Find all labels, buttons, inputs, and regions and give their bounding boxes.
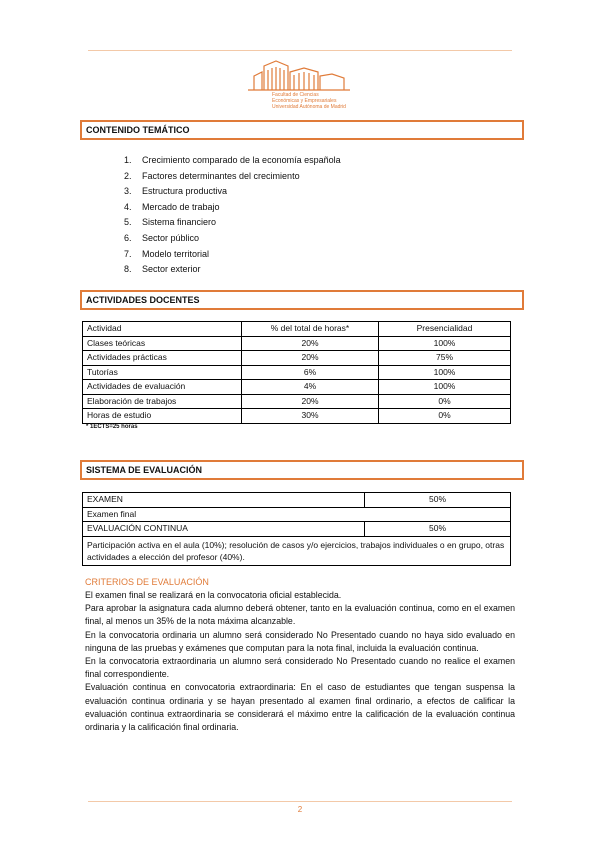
list-item-number: 2. bbox=[124, 170, 132, 181]
table-header-cell: % del total de horas* bbox=[242, 322, 379, 337]
table-cell: 30% bbox=[242, 409, 379, 424]
table-header-row bbox=[83, 322, 511, 337]
table-cell: Elaboración de trabajos bbox=[83, 394, 242, 409]
table-row bbox=[83, 380, 511, 395]
criterios-title: CRITERIOS DE EVALUACIÓN bbox=[85, 577, 209, 587]
criterios-paragraph: En la convocatoria ordinaria un alumno será considerado No Presentado cuando no haya sido evaluado en ninguna de las pruebas y exámenes que computan para la nota final, incluida la evaluación continua. bbox=[85, 629, 515, 653]
list-item-number: 6. bbox=[124, 232, 132, 243]
criterios-section bbox=[85, 576, 515, 734]
table-cell: Horas de estudio bbox=[83, 409, 242, 424]
table-cell: 20% bbox=[242, 336, 379, 351]
table-cell: 20% bbox=[242, 394, 379, 409]
header-rule bbox=[88, 50, 512, 51]
table-header-cell: Actividad bbox=[83, 322, 242, 337]
table-cell: 0% bbox=[379, 409, 511, 424]
table-cell: Tutorías bbox=[83, 365, 242, 380]
table-cell: 100% bbox=[379, 336, 511, 351]
table-cell: 100% bbox=[379, 380, 511, 395]
topic-list bbox=[124, 153, 341, 278]
table-row bbox=[83, 522, 511, 537]
building-logo-icon bbox=[246, 58, 354, 92]
table-cell: Actividades de evaluación bbox=[83, 380, 242, 395]
criterios-paragraph: Evaluación continua en convocatoria extraordinaria: En el caso de estudiantes que tengan suspensa la evaluación continua ordinaria y se hayan presentado al examen final ordinario, a efectos de calificar la evaluación continua extraordinaria se considerará el máximo entre la calificación de la evaluación continua ordinaria y la calificación final ordinaria. bbox=[85, 682, 515, 733]
list-item-number: 3. bbox=[124, 186, 132, 197]
criterios-paragraph: En la convocatoria extraordinaria un alumno será considerado No Presentado cuando no realice el examen final correspondiente. bbox=[85, 656, 515, 680]
table-cell: 20% bbox=[242, 351, 379, 366]
section-heading-evaluacion: SISTEMA DE EVALUACIÓN bbox=[80, 460, 524, 480]
list-item-number: 1. bbox=[124, 155, 132, 165]
list-item-number: 5. bbox=[124, 217, 132, 228]
criterios-paragraph: Para aprobar la asignatura cada alumno deberá obtener, tanto en la evaluación continua, como en el examen final, al menos un 35% de la nota máxima alcanzable. bbox=[85, 603, 515, 627]
list-item bbox=[124, 262, 341, 278]
list-item-text: Sector público bbox=[142, 232, 200, 243]
table-cell: 75% bbox=[379, 351, 511, 366]
table-cell: Actividades prácticas bbox=[83, 351, 242, 366]
table-cell: Examen final bbox=[83, 507, 511, 522]
table-cell: EVALUACIÓN CONTINUA bbox=[83, 522, 365, 537]
table-cell: 4% bbox=[242, 380, 379, 395]
list-item-number: 8. bbox=[124, 264, 132, 275]
faculty-logo bbox=[246, 58, 354, 114]
table-row bbox=[83, 507, 511, 522]
list-item-text: Sistema financiero bbox=[142, 217, 217, 228]
logo-line-2: Económicas y Empresariales bbox=[272, 98, 337, 104]
list-item-text: Sector exterior bbox=[142, 264, 201, 275]
evaluation-table bbox=[82, 492, 511, 566]
table-cell: Clases teóricas bbox=[83, 336, 242, 351]
logo-line-1: Facultad de Ciencias bbox=[272, 92, 319, 98]
page-number: 2 bbox=[297, 805, 303, 814]
list-item-text: Mercado de trabajo bbox=[142, 201, 220, 212]
criterios-paragraph: El examen final se realizará en la convocatoria oficial establecida. bbox=[85, 590, 342, 600]
section-heading-actividades: ACTIVIDADES DOCENTES bbox=[80, 290, 524, 310]
list-item bbox=[124, 215, 341, 231]
table-cell: 0% bbox=[379, 394, 511, 409]
list-item-text: Estructura productiva bbox=[142, 186, 228, 197]
table-cell: EXAMEN bbox=[83, 493, 365, 508]
table-cell: 6% bbox=[242, 365, 379, 380]
table-cell: 50% bbox=[365, 493, 511, 508]
list-item-text: Modelo territorial bbox=[142, 248, 210, 259]
table-row bbox=[83, 536, 511, 565]
table-row bbox=[83, 394, 511, 409]
table-row bbox=[83, 351, 511, 366]
ects-footnote: * 1ECTS=25 horas bbox=[86, 424, 138, 430]
list-item-text: Factores determinantes del crecimiento bbox=[142, 170, 300, 181]
logo-line-3: Universidad Autónoma de Madrid bbox=[272, 104, 346, 110]
footer-rule bbox=[88, 801, 512, 802]
list-item bbox=[124, 200, 341, 216]
list-item bbox=[124, 247, 341, 263]
table-row bbox=[83, 409, 511, 424]
table-header-cell: Presencialidad bbox=[379, 322, 511, 337]
list-item-text: Crecimiento comparado de la economía española bbox=[142, 155, 341, 165]
table-row bbox=[83, 336, 511, 351]
table-row bbox=[83, 493, 511, 508]
list-item-number: 7. bbox=[124, 248, 132, 259]
list-item bbox=[124, 184, 341, 200]
list-item bbox=[124, 153, 341, 169]
activities-table bbox=[82, 321, 511, 424]
table-row bbox=[83, 365, 511, 380]
table-cell: 100% bbox=[379, 365, 511, 380]
list-item bbox=[124, 169, 341, 185]
section-heading-contenido: CONTENIDO TEMÁTICO bbox=[80, 120, 524, 140]
list-item bbox=[124, 231, 341, 247]
table-cell: 50% bbox=[365, 522, 511, 537]
table-cell: Participación activa en el aula (10%); resolución de casos y/o ejercicios, trabajos individuales o en grupo, otras actividades a elección del profesor (40%). bbox=[83, 536, 511, 565]
list-item-number: 4. bbox=[124, 201, 132, 212]
